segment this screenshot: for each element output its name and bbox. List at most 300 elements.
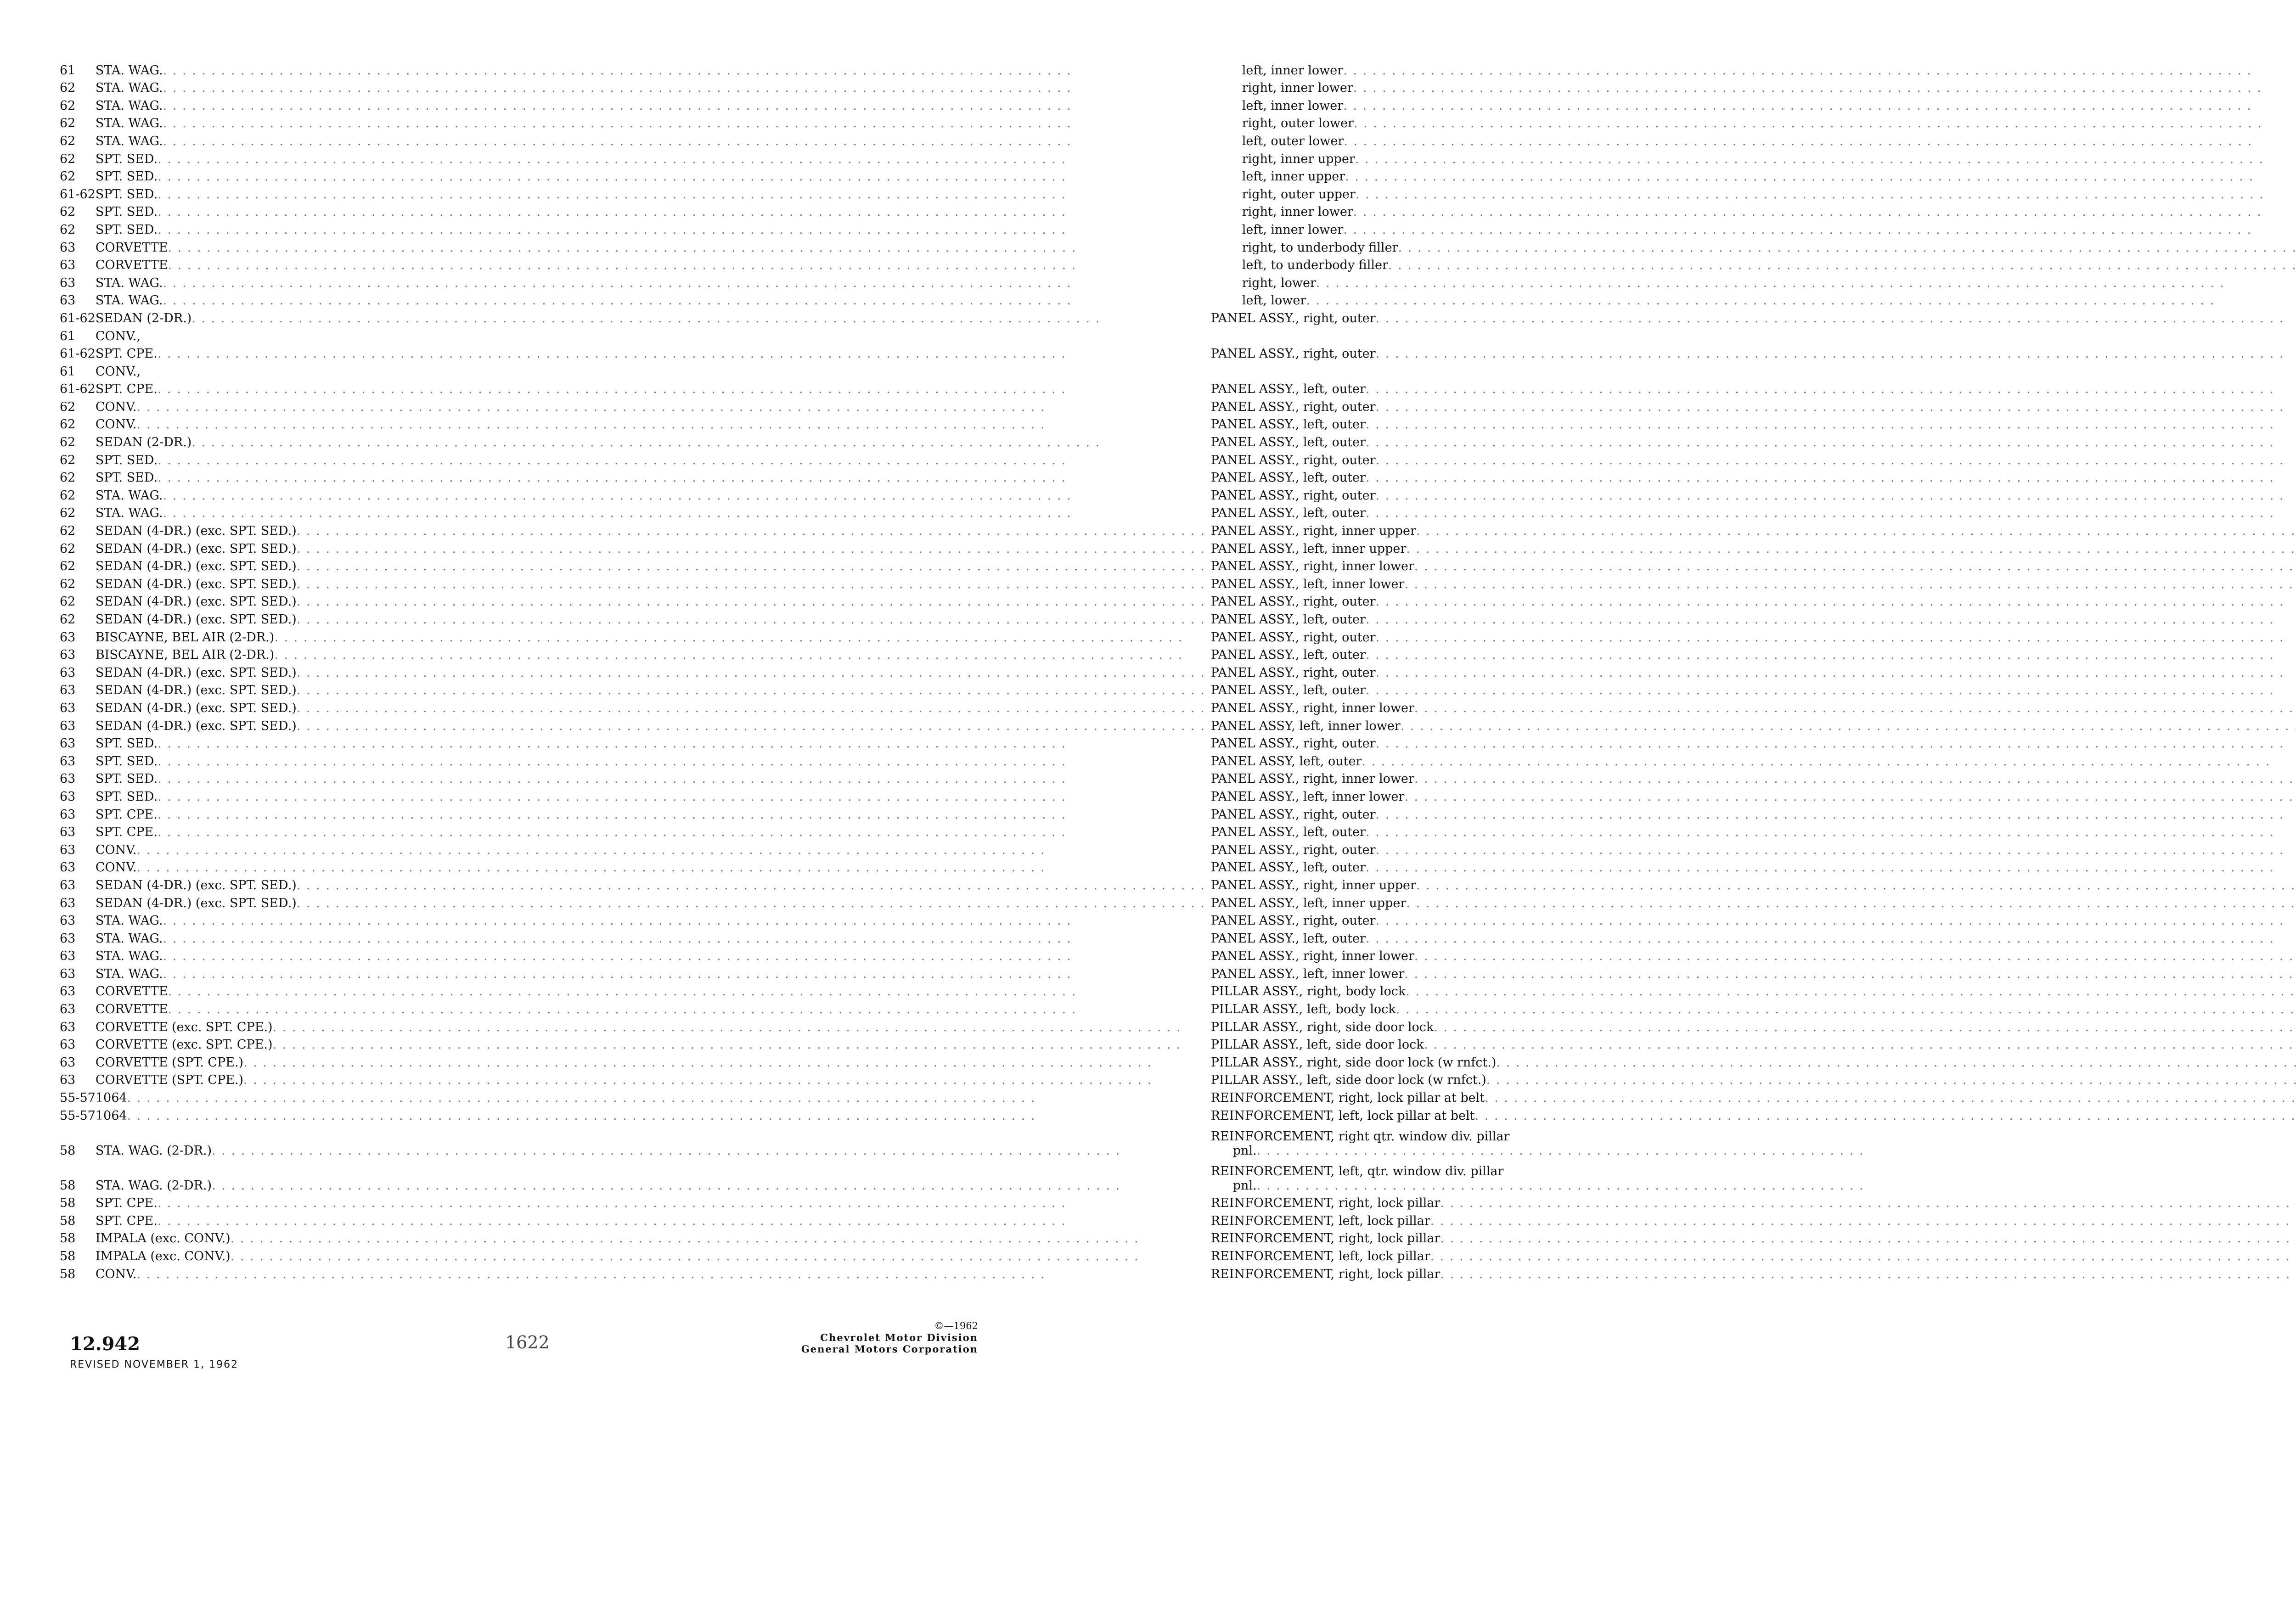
model-year: 62 bbox=[60, 98, 76, 113]
part-description: PANEL ASSY, left, inner lower bbox=[1210, 718, 1401, 733]
leader-dots bbox=[1430, 1249, 2296, 1263]
description-cell bbox=[1211, 556, 2296, 574]
part-description: PANEL ASSY., right, inner upper bbox=[1210, 878, 1416, 892]
table-row bbox=[60, 892, 2296, 910]
table-row bbox=[60, 591, 2296, 609]
model-name: STA. WAG. bbox=[95, 81, 163, 95]
table-row bbox=[60, 715, 2296, 733]
part-description: PANEL ASSY., right, outer bbox=[1210, 311, 1376, 325]
model-cell bbox=[96, 715, 1211, 733]
model-cell bbox=[96, 379, 1211, 397]
leader-dots bbox=[297, 683, 1205, 697]
model-cell bbox=[96, 910, 1211, 928]
model-name: IMPALA (exc. CONV.) bbox=[95, 1249, 231, 1263]
model-cell bbox=[96, 503, 1211, 521]
model-name: STA. WAG. bbox=[95, 488, 163, 503]
table-row bbox=[60, 432, 2296, 449]
leader-dots bbox=[1376, 914, 2296, 928]
leader-dots bbox=[127, 1091, 1205, 1105]
model-name: SPT. SED. bbox=[95, 187, 158, 202]
part-description: right, to underbody filler bbox=[1242, 240, 1398, 255]
leader-dots bbox=[163, 931, 1205, 946]
table-row bbox=[60, 78, 2296, 95]
leader-dots bbox=[158, 223, 1205, 237]
leader-dots bbox=[163, 99, 1205, 113]
model-cell bbox=[96, 60, 1211, 78]
leader-dots bbox=[212, 1144, 1205, 1158]
model-year: 63 bbox=[60, 718, 76, 733]
table-row bbox=[60, 290, 2296, 308]
model-name: SPT. SED. bbox=[95, 169, 158, 184]
model-cell bbox=[96, 875, 1211, 892]
part-description: REINFORCEMENT, right, lock pillar bbox=[1210, 1231, 1441, 1246]
model-cell bbox=[96, 520, 1211, 538]
model-name: SEDAN (4-DR.) (exc. SPT. SED.) bbox=[95, 595, 297, 609]
table-row bbox=[60, 946, 2296, 964]
leader-dots bbox=[243, 1055, 1205, 1070]
table-row bbox=[60, 928, 2296, 946]
part-description: left, outer lower bbox=[1242, 134, 1344, 148]
model-year: 63 bbox=[60, 1073, 76, 1088]
model-cell bbox=[96, 591, 1211, 609]
part-description: PANEL ASSY., right, outer bbox=[1210, 914, 1376, 928]
description-cell bbox=[1211, 662, 2296, 680]
model-cell bbox=[96, 1087, 1211, 1105]
model-year: 63 bbox=[60, 648, 76, 662]
model-name: CORVETTE bbox=[95, 1002, 168, 1017]
description-cell bbox=[1211, 839, 2296, 857]
model-cell bbox=[96, 839, 1211, 857]
leader-dots bbox=[1406, 984, 2296, 999]
table-row bbox=[60, 556, 2296, 574]
description-cell bbox=[1211, 503, 2296, 521]
model-name: SEDAN (4-DR.) (exc. SPT. SED.) bbox=[95, 559, 297, 574]
part-description: PANEL ASSY., right, inner upper bbox=[1210, 524, 1416, 539]
model-cell bbox=[96, 202, 1211, 219]
model-year: 63 bbox=[60, 754, 76, 769]
part-description: PILLAR ASSY., left, side door lock (w rnfct.) bbox=[1210, 1073, 1486, 1088]
model-cell bbox=[96, 1158, 1211, 1193]
leader-dots bbox=[1485, 1091, 2296, 1105]
model-cell bbox=[96, 1193, 1211, 1211]
model-name: 1064 bbox=[95, 1091, 127, 1105]
leader-dots bbox=[1398, 241, 2296, 255]
model-name: STA. WAG. bbox=[95, 98, 163, 113]
model-year: 61-62 bbox=[60, 347, 96, 361]
model-cell bbox=[96, 680, 1211, 698]
description-cell bbox=[1211, 1016, 2296, 1034]
description-cell bbox=[1211, 999, 2296, 1016]
table-row bbox=[60, 981, 2296, 999]
leader-dots bbox=[1406, 542, 2296, 556]
part-description: PANEL ASSY., left, outer bbox=[1210, 860, 1366, 875]
parts-price-table bbox=[60, 60, 2296, 1281]
table-row bbox=[60, 272, 2296, 290]
part-description: left, inner upper bbox=[1242, 169, 1345, 184]
part-description-continued: pnl. bbox=[1232, 1178, 1257, 1193]
table-row bbox=[60, 627, 2296, 645]
model-name: CONV. bbox=[95, 399, 137, 414]
part-description: PANEL ASSY., left, outer bbox=[1210, 471, 1366, 485]
description-cell bbox=[1211, 627, 2296, 645]
part-description: PANEL ASSY., left, inner lower bbox=[1210, 789, 1405, 804]
description-cell bbox=[1211, 379, 2296, 397]
model-cell bbox=[96, 130, 1211, 148]
leader-dots bbox=[163, 914, 1205, 928]
description-cell bbox=[1211, 857, 2296, 875]
model-cell bbox=[96, 166, 1211, 184]
description-cell bbox=[1211, 130, 2296, 148]
model-cell bbox=[96, 1263, 1211, 1281]
leader-dots bbox=[163, 63, 1205, 78]
model-name: STA. WAG. bbox=[95, 949, 163, 964]
leader-dots bbox=[297, 595, 1205, 609]
part-description: PANEL ASSY., left, inner upper bbox=[1210, 541, 1407, 556]
model-year: 63 bbox=[60, 683, 76, 698]
model-year: 63 bbox=[60, 240, 76, 255]
description-cell bbox=[1211, 1158, 2296, 1193]
table-row bbox=[60, 414, 2296, 432]
leader-dots bbox=[163, 116, 1205, 130]
table-row bbox=[60, 680, 2296, 698]
leader-dots bbox=[1376, 843, 2296, 857]
model-name: SEDAN (4-DR.) (exc. SPT. SED.) bbox=[95, 524, 297, 539]
model-name: SPT. SED. bbox=[95, 772, 158, 786]
model-cell bbox=[96, 963, 1211, 981]
model-year: 63 bbox=[60, 258, 76, 273]
model-year: 61-62 bbox=[60, 382, 96, 397]
leader-dots bbox=[1404, 967, 2296, 981]
leader-dots bbox=[163, 276, 1205, 290]
model-year: 62 bbox=[60, 399, 76, 414]
leader-dots bbox=[158, 736, 1205, 751]
part-description: PILLAR ASSY., right, body lock bbox=[1210, 984, 1406, 999]
leader-dots bbox=[1306, 293, 2296, 308]
leader-dots bbox=[163, 949, 1205, 963]
part-description: PANEL ASSY., left, outer bbox=[1210, 683, 1366, 698]
model-name: STA. WAG. bbox=[95, 134, 163, 148]
leader-dots bbox=[1416, 524, 2296, 538]
model-year: 62 bbox=[60, 169, 76, 184]
leader-dots bbox=[1362, 754, 2296, 769]
part-description: REINFORCEMENT, left, lock pillar bbox=[1210, 1249, 1430, 1263]
model-name: CONV., bbox=[95, 364, 141, 379]
model-year: 63 bbox=[60, 701, 76, 715]
model-name: CONV. bbox=[95, 860, 137, 875]
part-description: PANEL ASSY., right, outer bbox=[1210, 736, 1376, 751]
leader-dots bbox=[163, 506, 1205, 520]
leader-dots bbox=[297, 559, 1205, 573]
model-cell bbox=[96, 184, 1211, 202]
part-description: PANEL ASSY., left, outer bbox=[1210, 931, 1366, 946]
leader-dots bbox=[297, 577, 1205, 591]
description-cell bbox=[1211, 981, 2296, 999]
model-year: 63 bbox=[60, 896, 76, 910]
description-cell bbox=[1211, 60, 2296, 78]
copyright-notice: ©—1962 bbox=[934, 1320, 978, 1331]
model-cell bbox=[96, 981, 1211, 999]
part-description: PANEL ASSY., right, outer bbox=[1210, 665, 1376, 680]
part-description: REINFORCEMENT, left, lock pillar bbox=[1210, 1213, 1430, 1228]
model-year: 63 bbox=[60, 275, 76, 290]
leader-dots bbox=[1366, 417, 2296, 432]
leader-dots bbox=[191, 435, 1205, 449]
model-name: STA. WAG. bbox=[95, 275, 163, 290]
model-cell bbox=[96, 1105, 1211, 1123]
model-year: 55-57 bbox=[60, 1091, 96, 1105]
leader-dots bbox=[1434, 1020, 2296, 1034]
part-description: REINFORCEMENT, right, lock pillar at belt bbox=[1210, 1091, 1485, 1105]
model-name: STA. WAG. bbox=[95, 293, 163, 308]
table-row bbox=[60, 1193, 2296, 1211]
description-cell bbox=[1211, 892, 2296, 910]
model-name: STA. WAG. (2-DR.) bbox=[95, 1178, 212, 1193]
model-name: CONV. bbox=[95, 417, 137, 432]
model-year: 62 bbox=[60, 205, 76, 219]
model-cell bbox=[96, 1052, 1211, 1070]
model-cell bbox=[96, 573, 1211, 591]
table-row bbox=[60, 237, 2296, 255]
part-description: PANEL ASSY., right, outer bbox=[1210, 347, 1376, 361]
model-year: 63 bbox=[60, 665, 76, 680]
catalog-page-code: 12.942 bbox=[70, 1333, 141, 1355]
table-row bbox=[60, 379, 2296, 397]
description-cell bbox=[1211, 609, 2296, 627]
model-cell bbox=[96, 272, 1211, 290]
model-name: STA. WAG. bbox=[95, 966, 163, 981]
model-cell bbox=[96, 1034, 1211, 1052]
model-cell bbox=[96, 697, 1211, 715]
model-name: BISCAYNE, BEL AIR (2-DR.) bbox=[95, 630, 275, 645]
table-row bbox=[60, 538, 2296, 556]
leader-dots bbox=[168, 241, 1205, 255]
model-cell bbox=[96, 662, 1211, 680]
leader-dots bbox=[1345, 169, 2296, 184]
leader-dots bbox=[274, 648, 1205, 662]
description-cell bbox=[1211, 715, 2296, 733]
model-year: 62 bbox=[60, 417, 76, 432]
part-description: left, to underbody filler bbox=[1242, 258, 1388, 273]
table-row bbox=[60, 875, 2296, 892]
description-cell bbox=[1211, 396, 2296, 414]
model-cell bbox=[96, 396, 1211, 414]
description-cell bbox=[1211, 733, 2296, 751]
description-cell bbox=[1211, 467, 2296, 485]
part-description: PANEL ASSY., left, outer bbox=[1210, 417, 1366, 432]
table-row bbox=[60, 396, 2296, 414]
part-description: PANEL ASSY., left, outer bbox=[1210, 382, 1366, 397]
part-description: REINFORCEMENT, right qtr. window div. pillar bbox=[1210, 1129, 1510, 1144]
model-year: 63 bbox=[60, 1055, 76, 1070]
model-cell bbox=[96, 892, 1211, 910]
part-description: left, inner lower bbox=[1242, 222, 1344, 237]
leader-dots bbox=[1316, 276, 2296, 290]
part-description: PANEL ASSY., right, outer bbox=[1210, 842, 1376, 857]
table-row bbox=[60, 839, 2296, 857]
model-cell bbox=[96, 857, 1211, 875]
leader-dots bbox=[1414, 559, 2296, 573]
leader-dots bbox=[1376, 453, 2296, 467]
model-cell bbox=[96, 609, 1211, 627]
leader-dots bbox=[297, 896, 1205, 910]
table-row bbox=[60, 733, 2296, 751]
leader-dots bbox=[1414, 701, 2296, 715]
leader-dots bbox=[158, 754, 1205, 769]
leader-dots bbox=[1366, 648, 2296, 662]
model-year: 63 bbox=[60, 949, 76, 964]
part-description: PANEL ASSY., right, inner lower bbox=[1210, 949, 1414, 964]
table-row bbox=[60, 1070, 2296, 1088]
model-name: SPT. SED. bbox=[95, 789, 158, 804]
table-row bbox=[60, 60, 2296, 78]
leader-dots bbox=[168, 984, 1205, 999]
model-year: 58 bbox=[60, 1178, 76, 1193]
part-description: PILLAR ASSY., right, side door lock bbox=[1210, 1020, 1434, 1034]
division-name: Chevrolet Motor Division bbox=[820, 1332, 978, 1343]
model-year: 62 bbox=[60, 152, 76, 166]
model-name: CONV. bbox=[95, 842, 137, 857]
model-cell bbox=[96, 1210, 1211, 1228]
model-year: 63 bbox=[60, 878, 76, 892]
folio-number: 1622 bbox=[505, 1332, 550, 1352]
part-description: PANEL ASSY., left, outer bbox=[1210, 612, 1366, 627]
part-description: PANEL ASSY., left, inner lower bbox=[1210, 577, 1405, 591]
description-cell bbox=[1211, 78, 2296, 95]
leader-dots bbox=[137, 400, 1205, 414]
part-description: PANEL ASSY., left, outer bbox=[1210, 435, 1366, 450]
leader-dots bbox=[1376, 736, 2296, 751]
model-cell bbox=[96, 255, 1211, 273]
model-cell bbox=[96, 556, 1211, 574]
part-description: PANEL ASSY, left, outer bbox=[1210, 754, 1362, 769]
model-cell bbox=[96, 343, 1211, 361]
description-cell bbox=[1211, 680, 2296, 698]
model-name: SPT. SED. bbox=[95, 736, 158, 751]
leader-dots bbox=[1416, 878, 2296, 892]
part-description: PILLAR ASSY., right, side door lock (w rnfct.) bbox=[1210, 1055, 1497, 1070]
description-cell bbox=[1211, 166, 2296, 184]
part-description: right, lower bbox=[1242, 275, 1316, 290]
model-year: 61 bbox=[60, 364, 76, 379]
leader-dots bbox=[158, 1214, 1205, 1228]
table-row bbox=[60, 449, 2296, 467]
leader-dots bbox=[158, 187, 1205, 202]
model-cell bbox=[96, 78, 1211, 95]
model-name: CORVETTE (SPT. CPE.) bbox=[95, 1055, 244, 1070]
model-name: SPT. CPE. bbox=[95, 1213, 158, 1228]
leader-dots bbox=[273, 1038, 1205, 1052]
model-cell bbox=[96, 361, 1211, 379]
model-year: 62 bbox=[60, 506, 76, 521]
description-cell bbox=[1211, 184, 2296, 202]
description-cell bbox=[1211, 645, 2296, 662]
table-row bbox=[60, 503, 2296, 521]
leader-dots bbox=[1343, 99, 2296, 113]
table-row bbox=[60, 166, 2296, 184]
leader-dots bbox=[297, 719, 1205, 733]
leader-dots bbox=[163, 134, 1205, 148]
model-year: 62 bbox=[60, 612, 76, 627]
model-name: BISCAYNE, BEL AIR (2-DR.) bbox=[95, 648, 275, 662]
leader-dots bbox=[158, 808, 1205, 822]
part-description: PANEL ASSY., left, inner upper bbox=[1210, 896, 1407, 910]
table-row bbox=[60, 1016, 2296, 1034]
model-year: 63 bbox=[60, 984, 76, 999]
model-cell bbox=[96, 1228, 1211, 1246]
model-cell bbox=[96, 485, 1211, 503]
leader-dots bbox=[1257, 1144, 2296, 1158]
table-row bbox=[60, 467, 2296, 485]
leader-dots bbox=[1376, 595, 2296, 609]
leader-dots bbox=[1376, 666, 2296, 680]
leader-dots bbox=[168, 258, 1205, 272]
model-cell bbox=[96, 804, 1211, 822]
model-name: SPT. SED. bbox=[95, 222, 158, 237]
description-cell bbox=[1211, 1070, 2296, 1088]
model-name: SPT. SED. bbox=[95, 152, 158, 166]
table-row bbox=[60, 148, 2296, 166]
model-name: CORVETTE (exc. SPT. CPE.) bbox=[95, 1038, 273, 1052]
description-cell bbox=[1211, 928, 2296, 946]
model-name: CORVETTE bbox=[95, 240, 168, 255]
leader-dots bbox=[163, 967, 1205, 981]
model-cell bbox=[96, 113, 1211, 131]
table-row bbox=[60, 1105, 2296, 1123]
model-name: SPT. SED. bbox=[95, 754, 158, 769]
model-year: 62 bbox=[60, 577, 76, 591]
model-year: 55-57 bbox=[60, 1108, 96, 1123]
model-name: STA. WAG. bbox=[95, 63, 163, 78]
part-description: PANEL ASSY., right, outer bbox=[1210, 630, 1376, 645]
model-year: 63 bbox=[60, 860, 76, 875]
model-year: 62 bbox=[60, 524, 76, 539]
model-cell bbox=[96, 751, 1211, 769]
model-name: SEDAN (4-DR.) (exc. SPT. SED.) bbox=[95, 665, 297, 680]
table-row bbox=[60, 113, 2296, 131]
model-year: 62 bbox=[60, 488, 76, 503]
part-description: left, lower bbox=[1242, 293, 1306, 308]
leader-dots bbox=[137, 1267, 1205, 1281]
leader-dots bbox=[1376, 311, 2296, 325]
table-row bbox=[60, 662, 2296, 680]
part-description: PANEL ASSY., right, outer bbox=[1210, 807, 1376, 822]
model-year: 58 bbox=[60, 1143, 76, 1158]
model-cell bbox=[96, 786, 1211, 804]
model-year: 62 bbox=[60, 471, 76, 485]
description-cell bbox=[1211, 219, 2296, 237]
table-row bbox=[60, 1034, 2296, 1052]
table-row bbox=[60, 1263, 2296, 1281]
table-row bbox=[60, 255, 2296, 273]
leader-dots bbox=[1414, 772, 2296, 786]
part-description: PANEL ASSY., left, outer bbox=[1210, 825, 1366, 840]
leader-dots bbox=[163, 81, 1205, 95]
part-description: PANEL ASSY., right, inner lower bbox=[1210, 772, 1414, 786]
description-cell bbox=[1211, 804, 2296, 822]
leader-dots bbox=[1406, 896, 2296, 910]
table-row bbox=[60, 219, 2296, 237]
part-description: PANEL ASSY., left, outer bbox=[1210, 648, 1366, 662]
leader-dots bbox=[1366, 471, 2296, 485]
table-row bbox=[60, 1087, 2296, 1105]
leader-dots bbox=[1366, 860, 2296, 875]
description-cell bbox=[1211, 414, 2296, 432]
description-cell bbox=[1211, 1105, 2296, 1123]
leader-dots bbox=[1401, 719, 2296, 733]
leader-dots bbox=[1366, 382, 2296, 396]
revision-date: REVISED NOVEMBER 1, 1962 bbox=[70, 1359, 239, 1370]
model-year: 62 bbox=[60, 541, 76, 556]
